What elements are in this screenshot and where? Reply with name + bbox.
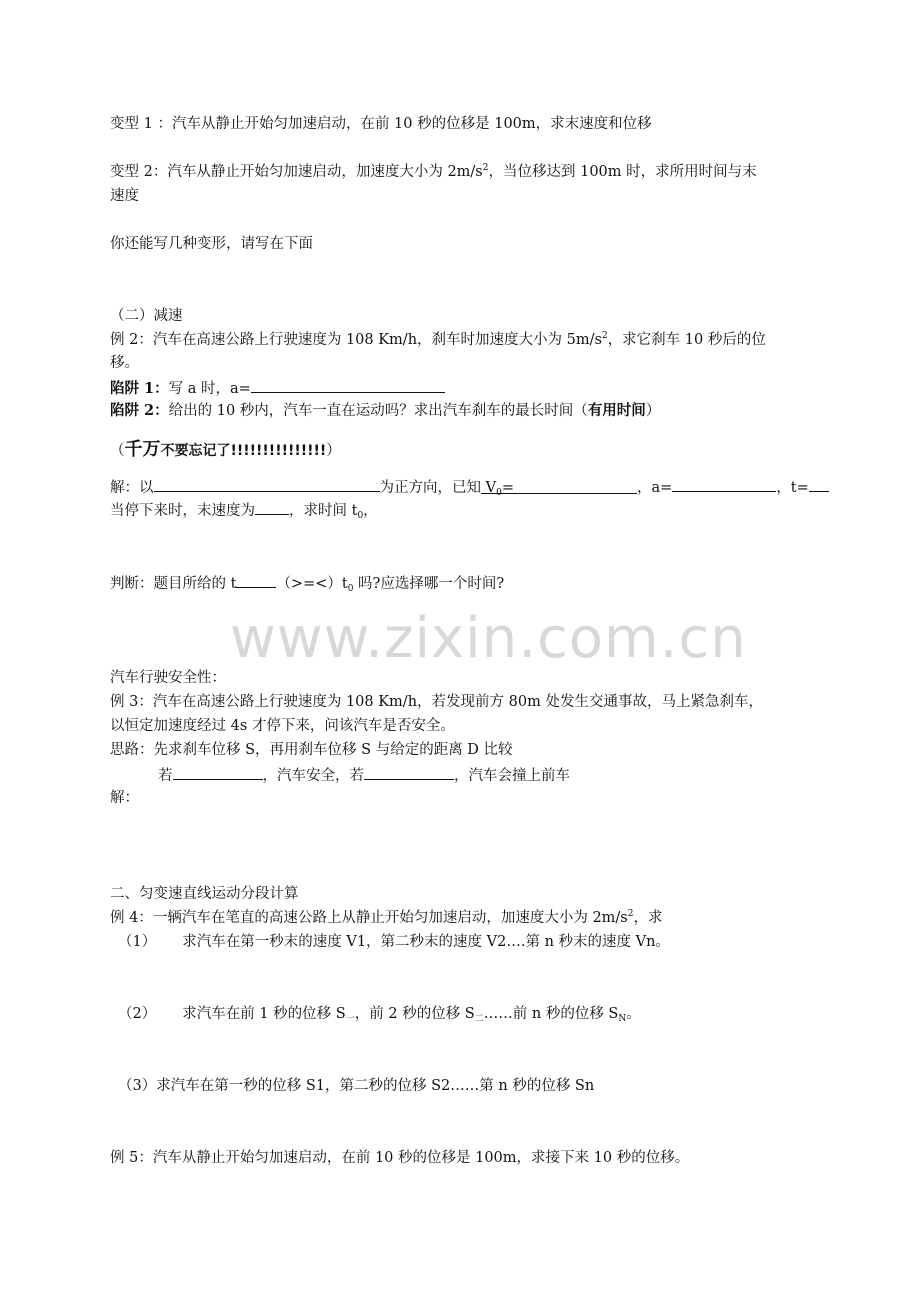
section-deceleration: （二）减速	[110, 308, 183, 324]
blank-a[interactable]	[251, 377, 445, 393]
judge-line: 判断：题目所给的 t $(>=<)t_0$ 吗?应选择哪一个时间?	[110, 572, 504, 594]
example4-line: 例 4：一辆汽车在笔直的高速公路上从静止开始匀加速启动，加速度大小为 $2m/s^2$，求	[110, 909, 663, 926]
prompt-more-variants: 你还能写几种变形，请写在下面	[110, 236, 313, 252]
question2: （2） 求汽车在前 1 秒的位移 $S_一$，前 2 秒的位移 $S_二\dots\dots$前 n 秒的位移 $S_N$。	[118, 1006, 641, 1024]
trap2: 陷阱 2：给出的 10 秒内，汽车一直在运动吗？求出汽车刹车的最长时间（有用时间）	[110, 402, 661, 419]
warning-line: （千万不要忘记了!!!!!!!!!!!!!!!）	[110, 439, 341, 460]
blank-direction[interactable]	[154, 476, 380, 492]
question1: （1） 求汽车在第一秒末的速度 V1，第二秒末的速度 V2….第 n 秒末的速度 Vn。	[118, 934, 670, 950]
solution-line2: 当停下来时，末速度为 ，求时间 $t_0$，	[110, 499, 378, 521]
variant2-line1: 变型 2：汽车从静止开始匀加速启动，加速度大小为 $2m/s^2$，当位移达到 100m 时，求所用时间与末	[110, 163, 757, 180]
example5-line: 例 5：汽车从静止开始匀加速启动，在前 10 秒的位移是 100m，求接下来 10 秒的位移。	[110, 1150, 690, 1166]
blank-t[interactable]	[809, 476, 829, 492]
trap1: 陷阱 1：写 a 时，a=	[110, 377, 445, 399]
example3-line2: 以恒定加速度经过 4s 才停下来，问该汽车是否安全。	[110, 718, 455, 734]
section2-title: 二、匀变速直线运动分段计算	[110, 886, 299, 902]
blank-a-value[interactable]	[672, 476, 776, 492]
watermark: www.zixin.com.cn	[230, 606, 747, 671]
variant1-text: 变型 1 ：汽车从静止开始匀加速启动，在前 10 秒的位移是 100m，求末速度和位移	[110, 116, 652, 132]
idea-line: 思路：先求刹车位移 S，再用刹车位移 S 与给定的距离 D 比较	[110, 742, 513, 758]
solution-line1: 解：以 为正方向，已知 $V_0=$ ，a= ，t=	[110, 476, 829, 498]
blank-v0[interactable]: $V_0=$	[481, 478, 637, 494]
blank-unsafe-condition[interactable]	[364, 764, 454, 780]
example2-line2: 移。	[110, 355, 139, 371]
solve-label: 解：	[110, 790, 139, 806]
example3-line1: 例 3：汽车在高速公路上行驶速度为 108 Km/h，若发现前方 80m 处发生交通事故，马上紧急刹车，	[110, 694, 763, 710]
safety-title: 汽车行驶安全性：	[110, 670, 226, 686]
blank-compare[interactable]	[236, 572, 276, 588]
variant2-line2: 速度	[110, 188, 139, 204]
example2-line1: 例 2：汽车在高速公路上行驶速度为 108 Km/h，刹车时加速度大小为 $5m/s^2$，求它刹车 10 秒后的位	[110, 331, 766, 348]
blank-safe-condition[interactable]	[173, 764, 263, 780]
if-line: 若 ，汽车安全，若 ，汽车会撞上前车	[158, 764, 570, 786]
question3: （3）求汽车在第一秒的位移 S1，第二秒的位移 S2……第 n 秒的位移 Sn	[118, 1078, 595, 1094]
blank-final-velocity[interactable]	[255, 499, 289, 515]
